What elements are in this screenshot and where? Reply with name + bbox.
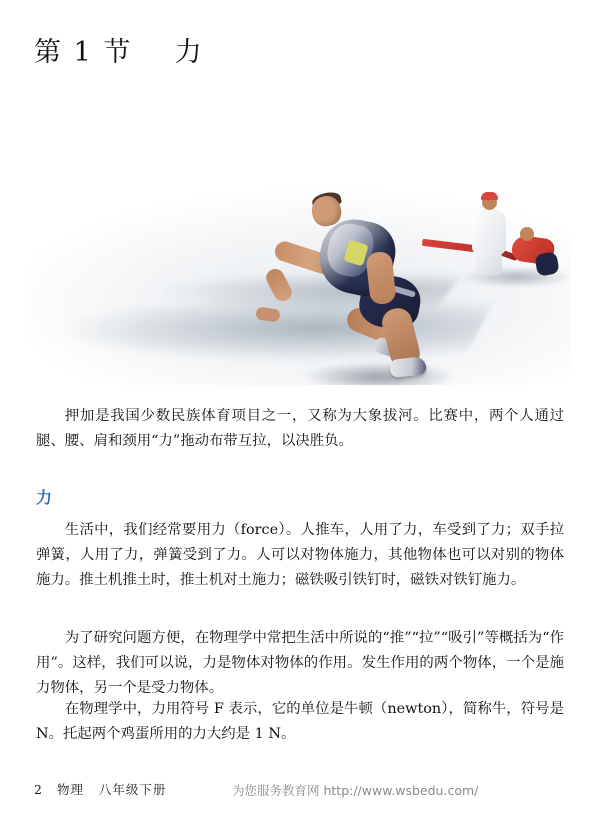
watermark-text: 为您服务教育网 http://www.wsbedu.com/ [232,783,479,798]
athlete-left-arm-lower [263,266,295,304]
athlete-red-uniform-head [520,227,534,241]
athlete-white-uniform-leg [476,251,502,275]
tug-of-war-photo [30,95,570,385]
figure-caption: 押加是我国少数民族体育项目之一，又称为大象拔河。比赛中，两个人通过腿、腰、肩和颈用“力”拖动布带互拉，以决胜负。 [36,408,564,449]
athlete-white-uniform-cap [481,192,498,200]
page-footer [34,780,166,798]
foreground-athlete [262,190,452,385]
section-heading: 力 [36,488,53,507]
page-title: 第 1 节 力 [34,37,204,68]
foreground-athlete-shadow [304,362,454,385]
background-athletes [460,195,570,295]
athlete-white-uniform-body [472,209,506,255]
paragraph-3: 在物理学中，力用符号 F 表示，它的单位是牛顿（newton），简称牛，符号是N。托起两个鸡蛋所用的力大约是 1 N。 [36,701,564,742]
footer-page-number: 2 [34,782,43,797]
footer-book-info: 物理 八年级下册 [56,782,167,797]
paragraph-2: 为了研究问题方便，在物理学中常把生活中所说的“推”“拉”“吸引”等概括为“作用”。这样，我们可以说，力是物体对物体的作用。发生作用的两个物体，一个是施力物体，另一个是受力物体。 [36,630,564,696]
paragraph-1: 生活中，我们经常要用力（force）。人推车，人用了力，车受到了力；双手拉弹簧，人用了力，弹簧受到了力。人可以对物体施力，其他物体也可以对别的物体施力。推土机推土时，推土机对土施力；磁铁吸引铁钉时，磁铁对铁钉施力。 [36,522,564,588]
